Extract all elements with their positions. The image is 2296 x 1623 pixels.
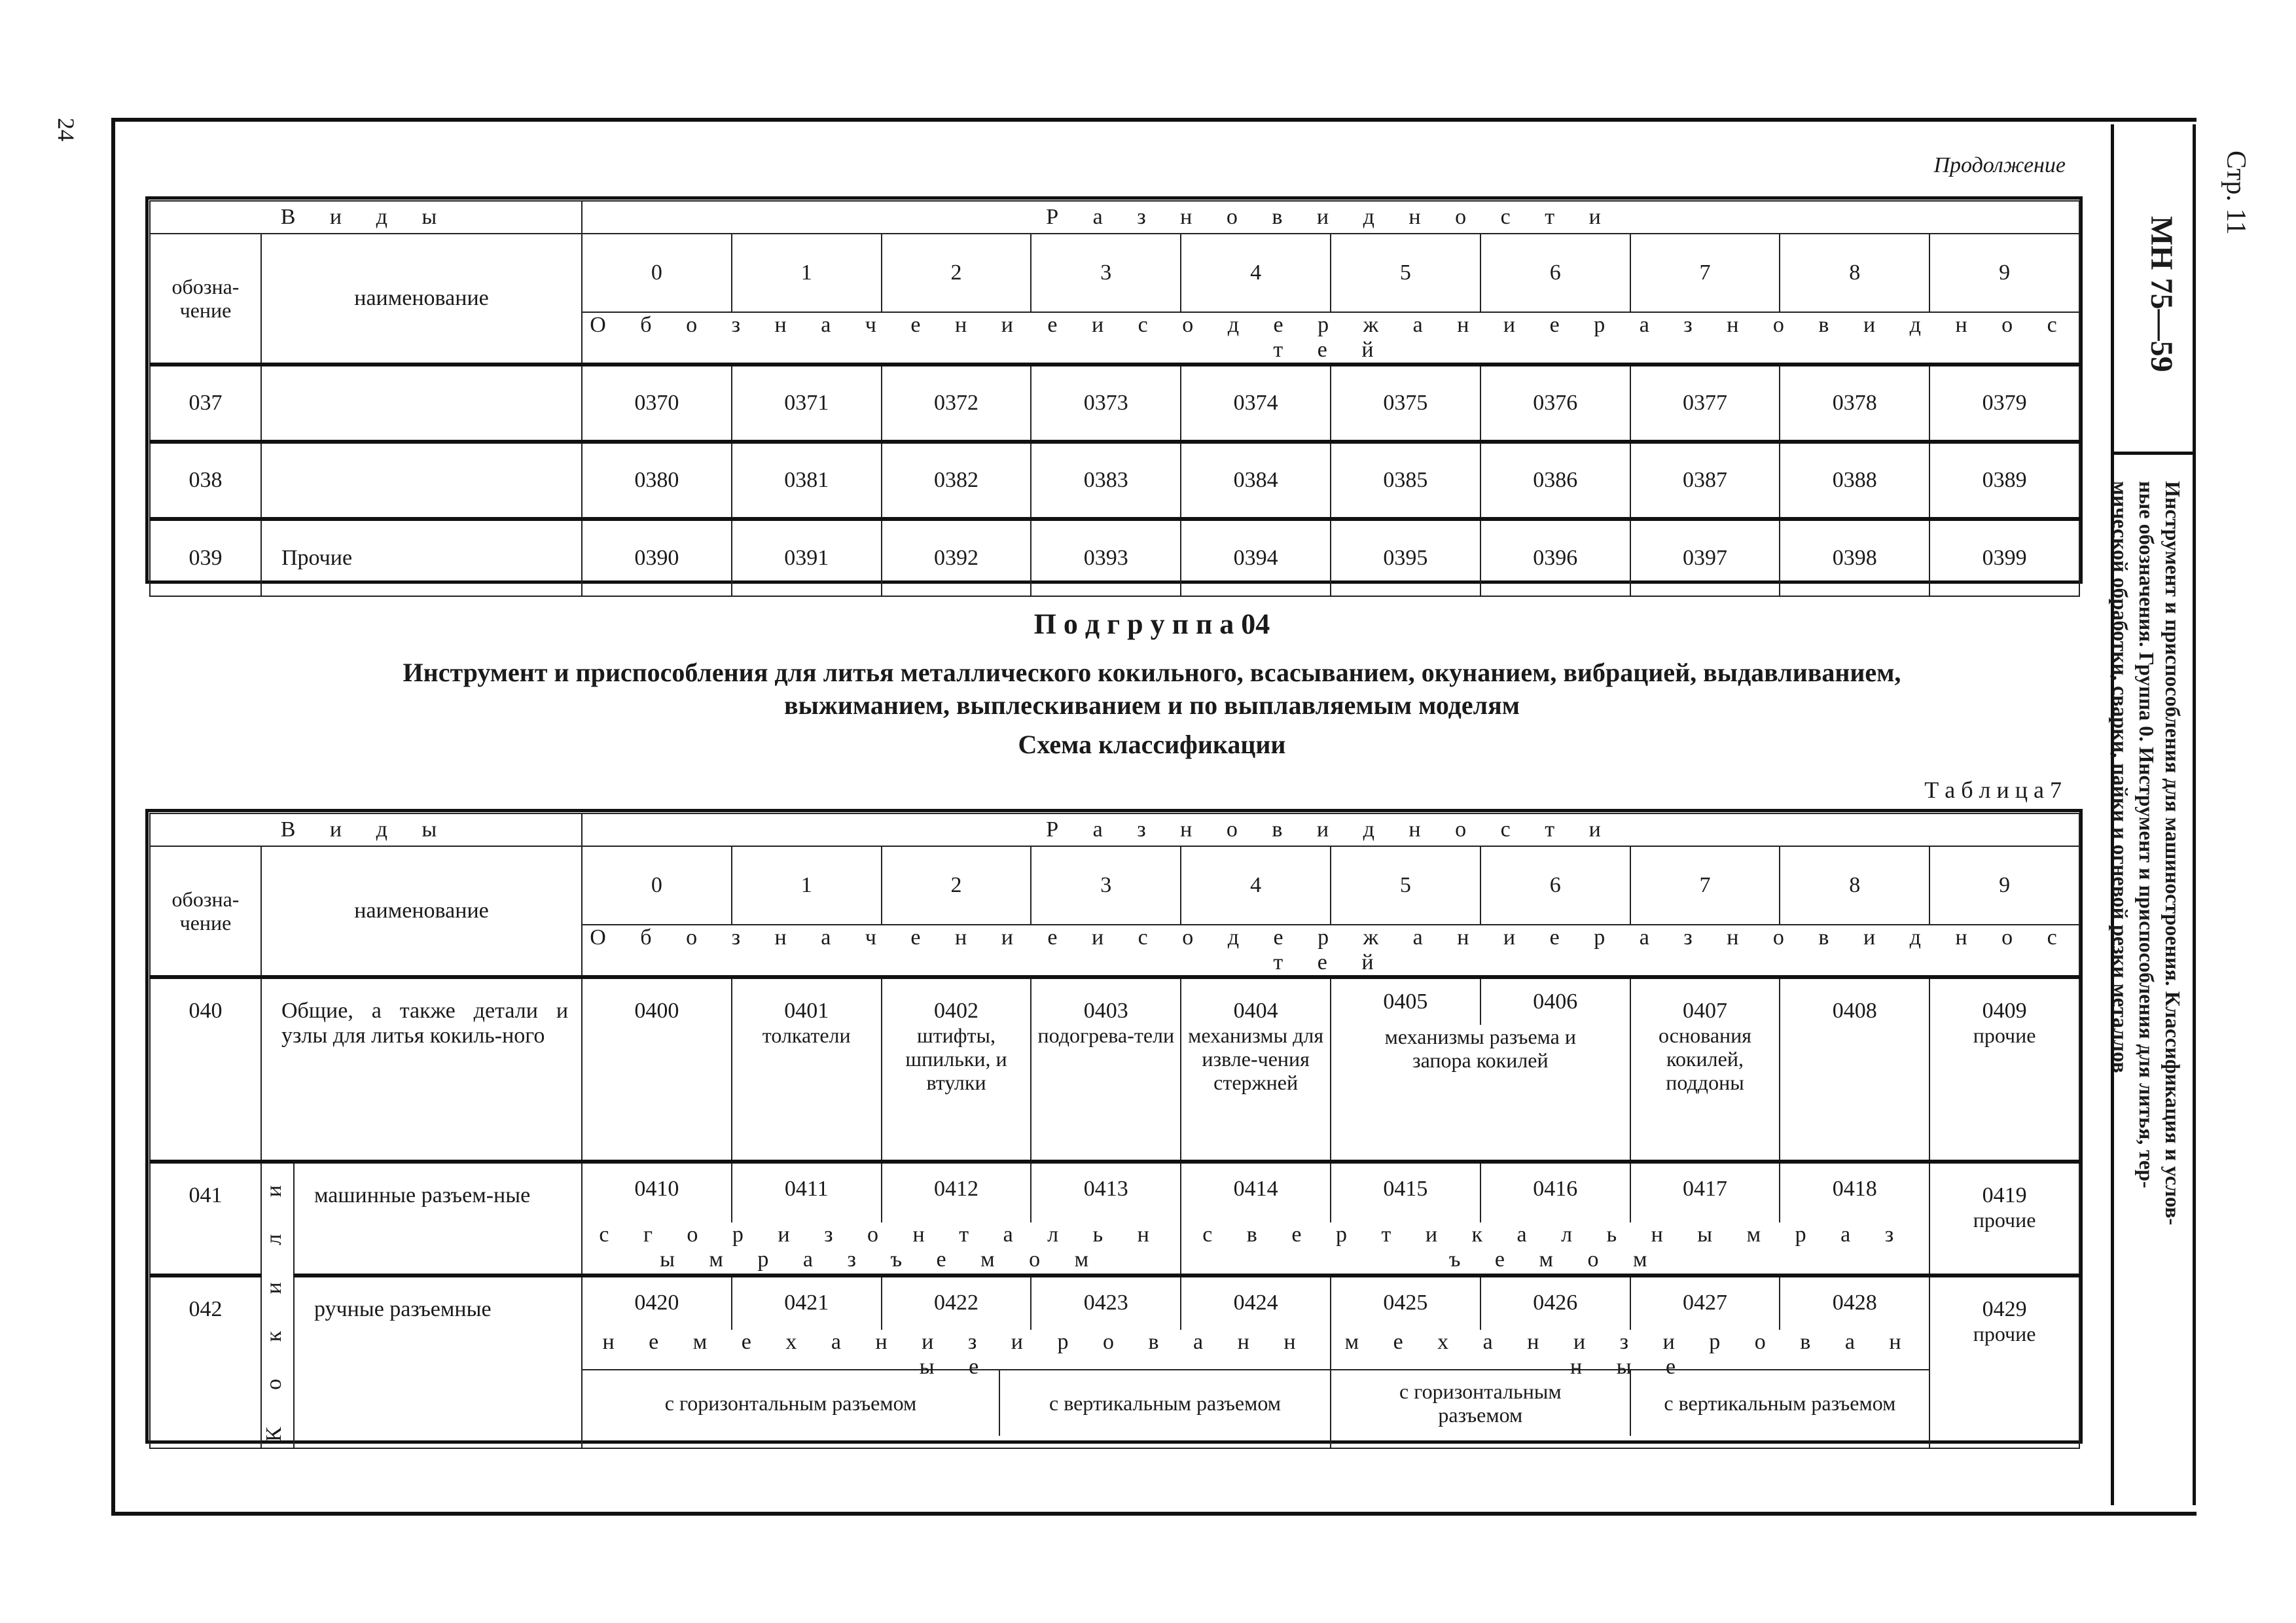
digit-header: 6 [1480, 846, 1630, 925]
row-name [261, 442, 582, 519]
cell-code: 0410 [634, 1177, 679, 1201]
continuation-label: Продолжение [1933, 153, 2066, 177]
row-code: 041 [150, 1162, 261, 1275]
sidebar-divider [2111, 452, 2196, 455]
cell-code: 0424 [1180, 1277, 1330, 1330]
cell-with-text [1181, 977, 1331, 1162]
cell: 0372 [882, 365, 1031, 442]
cell: 0382 [882, 442, 1031, 519]
cell: 0389 [1929, 442, 2079, 519]
cell: 0399 [1929, 519, 2079, 596]
cell-code: 0404 [1233, 999, 1278, 1023]
digit-header: 5 [1331, 846, 1480, 925]
cell: 0385 [1331, 442, 1480, 519]
sidebar-title-line-3: мической обработки, сварки, пайки и огневой резки металлов [2109, 481, 2132, 1073]
cell-group-nonmech [582, 1275, 1331, 1448]
cell-code: 0418 [1779, 1164, 1929, 1222]
cell-with-text [732, 977, 882, 1162]
row-code: 039 [150, 519, 261, 596]
cell: 0388 [1780, 442, 1929, 519]
cell: 0379 [1929, 365, 2079, 442]
cell: 0392 [882, 519, 1031, 596]
group-label-horizontal: с г о р и з о н т а л ь н ы м р а з ъ е м о м [599, 1222, 1164, 1272]
header-naimenovanie: наименование [261, 234, 582, 365]
cell-code: 0429 [1982, 1297, 2027, 1321]
cell: 0386 [1480, 442, 1630, 519]
row-code: 038 [150, 442, 261, 519]
group-label-vertical: с в е р т и к а л ь н ы м р а з ъ е м о м [1202, 1222, 1909, 1272]
header-vidy: В и д ы [150, 201, 582, 234]
row-name: Прочие [261, 519, 582, 596]
digit-header: 4 [1181, 234, 1331, 312]
cell: 0377 [1630, 365, 1780, 442]
cell: 0371 [732, 365, 882, 442]
digit-header: 5 [1331, 234, 1480, 312]
sidebar-code: МН 75—59 [2144, 216, 2179, 372]
cell: 0390 [582, 519, 732, 596]
cell-with-text [1929, 1162, 2079, 1275]
digit-header: 4 [1181, 846, 1331, 925]
digit-header: 8 [1780, 234, 1929, 312]
cell: 0378 [1780, 365, 1929, 442]
cell: 0376 [1480, 365, 1630, 442]
row-code: 042 [150, 1275, 261, 1448]
page-number: 24 [53, 118, 79, 141]
digit-header: 7 [1630, 234, 1780, 312]
digit-header: 2 [882, 234, 1031, 312]
cell-code: 0409 [1982, 999, 2027, 1023]
digit-header: 1 [732, 234, 882, 312]
cell: 0381 [732, 442, 882, 519]
cell-with-text [1929, 1275, 2079, 1448]
scheme-title: Схема классификации [1018, 730, 1286, 759]
subgroup-title: П о д г р у п п а 04 [1033, 608, 1270, 640]
cell-group-56 [1331, 977, 1630, 1162]
cell-code: 0416 [1480, 1164, 1630, 1222]
header-vidy: В и д ы [150, 813, 582, 846]
cell: 0408 [1780, 977, 1929, 1162]
cell: 0370 [582, 365, 732, 442]
header-raznovidnosti: Р а з н о в и д н о с т и [582, 201, 2079, 234]
cell-with-text [1630, 977, 1780, 1162]
digit-header: 3 [1031, 846, 1181, 925]
cell-desc: штифты, шпильки, и втулки [905, 1024, 1007, 1094]
digit-header: 8 [1780, 846, 1929, 925]
digit-header: 9 [1929, 846, 2079, 925]
cell: 0396 [1480, 519, 1630, 596]
cell-desc: прочие [1973, 1208, 2036, 1232]
sidebar-title-line-2: ные обозначения. Группа 0. Инструмент и приспособления для литья, тер- [2135, 481, 2159, 1188]
sub-label: с горизонтальным разъемом [664, 1391, 917, 1415]
subgroup-line-2: выжиманием, выплескиванием и по выплавляемым моделям [784, 690, 1520, 720]
row-name: машинные разъем-ные [294, 1162, 582, 1275]
cell-code: 0412 [881, 1164, 1031, 1222]
cell-with-text [1929, 977, 2079, 1162]
cell: 0394 [1181, 519, 1331, 596]
cell-code: 0428 [1779, 1277, 1929, 1330]
cell: 0373 [1031, 365, 1181, 442]
cell-code: 0417 [1630, 1164, 1780, 1222]
cell-desc: толкатели [762, 1024, 851, 1047]
row-name: Общие, а также детали и узлы для литья кокиль-ного [261, 977, 582, 1162]
kokili-label: К о к и л и [262, 1169, 286, 1442]
cell-code: 0420 [634, 1291, 679, 1315]
digit-header: 6 [1480, 234, 1630, 312]
header-raznovidnosti: Р а з н о в и д н о с т и [582, 813, 2079, 846]
cell-group-vertical [1181, 1162, 1929, 1275]
bottom-table [149, 813, 2080, 1449]
sub-label: с вертикальным разъемом [999, 1370, 1330, 1436]
row-code: 037 [150, 365, 261, 442]
cell-code: 0405 [1331, 979, 1481, 1025]
cell-code: 0403 [1083, 999, 1128, 1023]
header-naimenovanie: наименование [261, 846, 582, 977]
table-label: Т а б л и ц а 7 [1924, 777, 2062, 803]
header-oboznachenie: обозна-чение [150, 234, 261, 365]
cell: 0387 [1630, 442, 1780, 519]
row-code: 040 [150, 977, 261, 1162]
cell-code: 0413 [1030, 1164, 1180, 1222]
content-header: О б о з н а ч е н и е и с о д е р ж а н и е р а з н о в и д н о с т е й [582, 312, 2079, 365]
cell: 0397 [1630, 519, 1780, 596]
cell-code: 0407 [1682, 999, 1727, 1023]
cell-with-text [882, 977, 1031, 1162]
cell: 0384 [1181, 442, 1331, 519]
digit-header: 0 [582, 846, 732, 925]
cell: 0380 [582, 442, 732, 519]
cell-code: 0422 [881, 1277, 1031, 1330]
row-name: ручные разъемные [294, 1275, 582, 1448]
sidebar-title-line-1: Инструмент и приспособления для машиностроения. Классификация и услов- [2161, 481, 2185, 1226]
digit-header: 2 [882, 846, 1031, 925]
cell-code: 0414 [1233, 1177, 1278, 1201]
cell-code: 0423 [1030, 1277, 1180, 1330]
digit-header: 7 [1630, 846, 1780, 925]
content-header: О б о з н а ч е н и е и с о д е р ж а н и е р а з н о в и д н о с т е й [582, 925, 2079, 977]
cell-code: 0425 [1383, 1291, 1428, 1315]
subgroup-line-1: Инструмент и приспособления для литья металлического кокильного, всасыванием, окунанием, вибрацией, выдавливанием, [403, 658, 1901, 687]
kokili-label-cell [261, 1162, 294, 1448]
cell: 0400 [582, 977, 732, 1162]
cell: 0383 [1031, 442, 1181, 519]
cell-code: 0421 [731, 1277, 881, 1330]
row-name [261, 365, 582, 442]
cell-desc: основания кокилей, поддоны [1659, 1024, 1751, 1094]
cell-code: 0411 [731, 1164, 881, 1222]
cell-code: 0401 [784, 999, 829, 1023]
cell-code: 0402 [934, 999, 978, 1023]
digit-header: 3 [1031, 234, 1181, 312]
cell: 0395 [1331, 519, 1480, 596]
cell-desc: механизмы для извле-чения стержней [1188, 1024, 1324, 1094]
cell-group-horizontal [582, 1162, 1181, 1275]
cell-code: 0427 [1630, 1277, 1780, 1330]
sub-label: с вертикальным разъемом [1630, 1370, 1929, 1436]
top-table [149, 200, 2080, 597]
cell: 0391 [732, 519, 882, 596]
digit-header: 1 [732, 846, 882, 925]
cell-code: 0406 [1533, 990, 1578, 1014]
header-oboznachenie: обозна-чение [150, 846, 261, 977]
sub-label: с горизонтальным разъемом [1399, 1380, 1562, 1427]
cell-desc: прочие [1973, 1024, 2036, 1047]
digit-header: 0 [582, 234, 732, 312]
sidebar-page: Стр. 11 [2221, 151, 2251, 235]
cell-code: 0419 [1982, 1183, 2027, 1207]
cell: 0375 [1331, 365, 1480, 442]
group-label-mech: м е х а н и з и р о в а н н ы е [1331, 1330, 1929, 1370]
digit-header: 9 [1929, 234, 2079, 312]
group-label-nonmech: н е м е х а н и з и р о в а н н ы е [583, 1330, 1330, 1370]
cell-code: 0415 [1330, 1164, 1480, 1222]
cell-code: 0426 [1480, 1277, 1630, 1330]
cell-desc: механизмы разъема и запора кокилей [1384, 1025, 1576, 1072]
cell-desc: подогрева-тели [1037, 1024, 1175, 1047]
cell-desc: прочие [1973, 1322, 2036, 1346]
cell: 0374 [1181, 365, 1331, 442]
cell: 0393 [1031, 519, 1181, 596]
cell-group-mech [1331, 1275, 1929, 1448]
cell-with-text [1031, 977, 1181, 1162]
cell: 0398 [1780, 519, 1929, 596]
